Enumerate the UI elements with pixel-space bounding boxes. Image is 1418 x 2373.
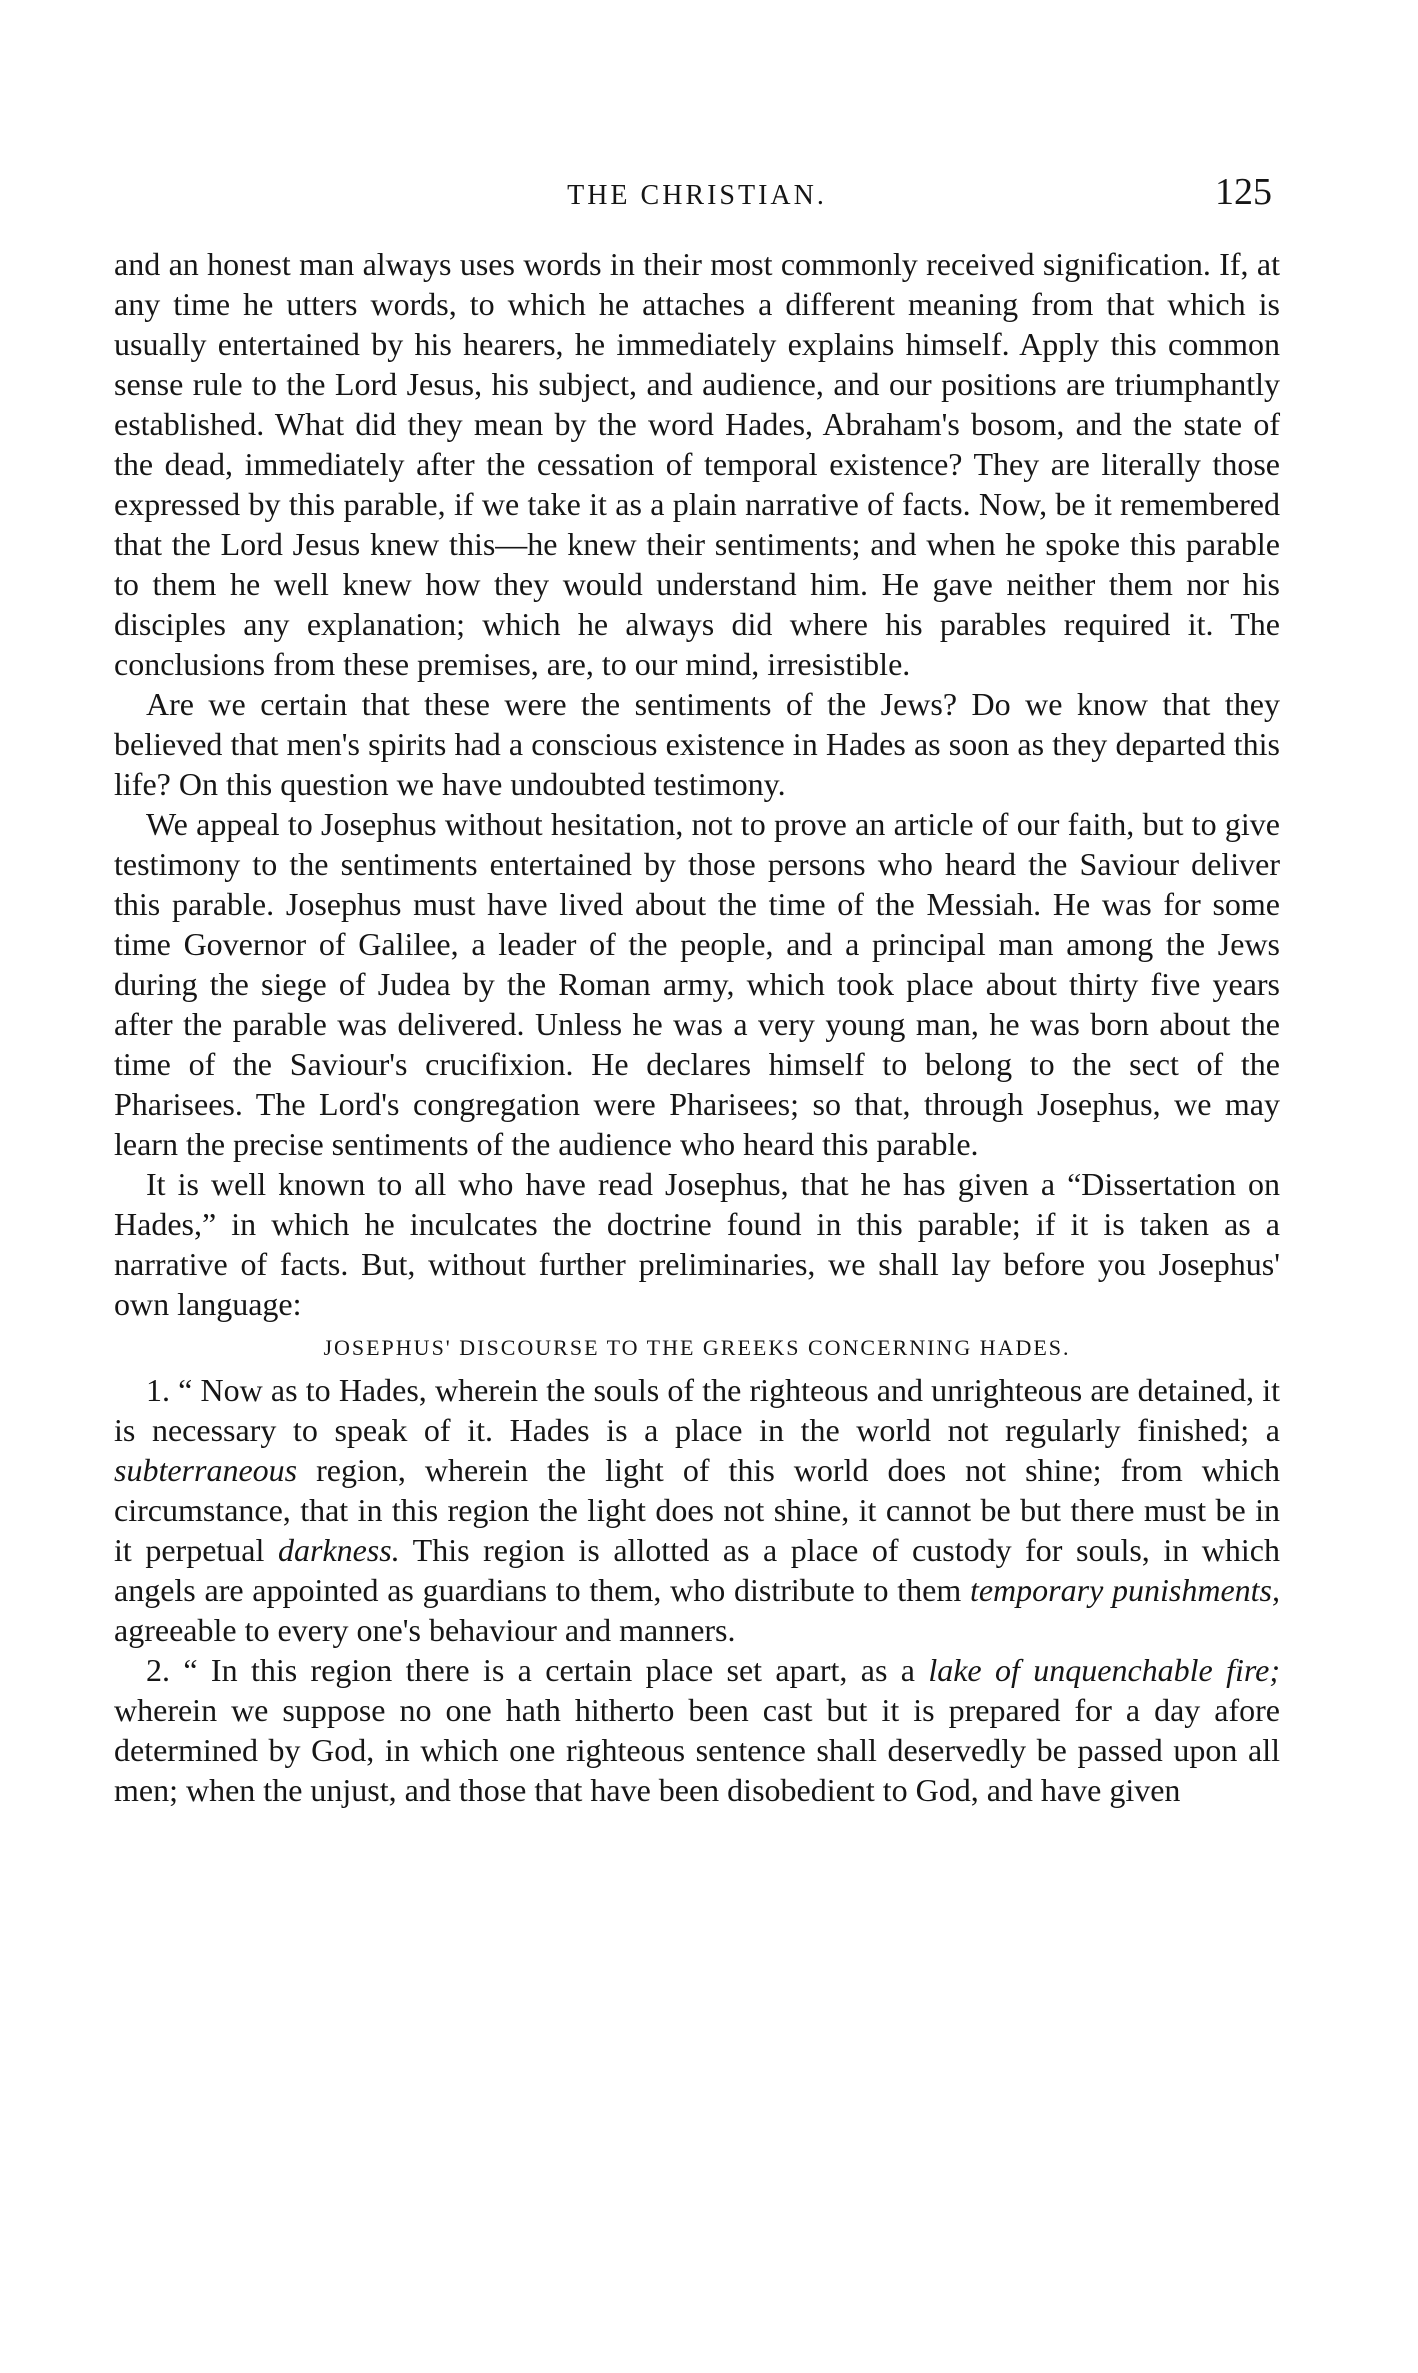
section-1-italic-darkness: darkness. [277,1532,400,1568]
paragraph-jews-sentiments: Are we certain that these were the sentiments of the Jews? Do we know that they believed that men's spirits had a conscious existence in Hades as soon as they departed this life? On this question we have undoubted testimony. [114,686,1280,802]
paragraph-continuation: and an honest man always uses words in their most commonly received signification. If, at any time he utters words, to which he attaches a different meaning from that which is usually entertained by his hearers, he immediately explains himself. Apply this common sense rule to the Lord Jesus, his subject, and audience, and our positions are triumphantly established. What did they mean by the word Hades, Abraham's bosom, and the state of the dead, immediately after the cessation of temporal existence? They are literally those expressed by this parable, if we take it as a plain narrative of facts. Now, be it remembered that the Lord Jesus knew this—he knew their sentiments; and when he spoke this parable to them he well knew how they would understand him. He gave neither them nor his disciples any explanation; which he always did where his parables required it. The conclusions from these premises, are, to our mind, irresistible. [114,246,1280,682]
section-1-text-e: This region is allotted as a place of custody for souls, in which angels are appointed as guardians to them, who distribute to them [114,1532,1281,1608]
paragraph-dissertation: It is well known to all who have read Josephus, that he has given a “Dissertation on Hades,” in which he inculcates the doctrine found in this parable; if it is taken as a narrative of facts. But, without further preliminaries, we shall lay before you Josephus' own language: [114,1166,1280,1322]
section-1-italic-temporary-punishments: temporary punishments, [969,1572,1281,1608]
running-head [114,170,1280,230]
section-1-text-a: 1. “ Now as to Hades, wherein the souls of the righteous and unrighteous are detained, it is necessary to speak of it. Hades is a place in the world not regularly finished; a [114,1372,1280,1448]
paragraph-josephus-testimony: We appeal to Josephus without hesitation, not to prove an article of our faith, but to give testimony to the sentiments entertained by those persons who heard the Saviour deliver this parable. Josephus must have lived about the time of the Messiah. He was for some time Governor of Galilee, a leader of the people, and a principal man among the Jews during the siege of Judea by the Roman army, which took place about thirty five years after the parable was delivered. Unless he was a very young man, he was born about the time of the Saviour's crucifixion. He declares himself to belong to the sect of the Pharisees. The Lord's congregation were Pharisees; so that, through Josephus, we may learn the precise sentiments of the audience who heard this parable. [114,806,1280,1162]
discourse-section-1 [114,1370,1280,1650]
section-1-text-g: agreeable to every one's behaviour and manners. [114,1612,736,1648]
section-heading: JOSEPHUS' DISCOURSE TO THE GREEKS CONCERNING HADES. [323,1335,1071,1360]
discourse-section-2 [114,1650,1280,1810]
section-1-text-c: region, wherein the light of this world does not shine; from which circumstance, that in this region the light does not shine, it cannot be but there must be in it perpetual [114,1452,1280,1568]
running-title: THE CHRISTIAN. [567,180,827,211]
page-number: 125 [1215,171,1272,213]
section-2-text-c: wherein we suppose no one hath hitherto been cast but it is prepared for a day afore determined by God, in which one righteous sentence shall deservedly be passed upon all men; when the unjust, and those that have been disobedient to God, and have given [114,1692,1280,1808]
section-1-italic-subterraneous: subterraneous [114,1452,298,1488]
book-page [114,170,1280,1810]
section-2-italic-lake-of-fire: lake of unquenchable fire; [928,1652,1281,1688]
section-2-text-a: 2. “ In this region there is a certain place set apart, as a [146,1652,929,1688]
